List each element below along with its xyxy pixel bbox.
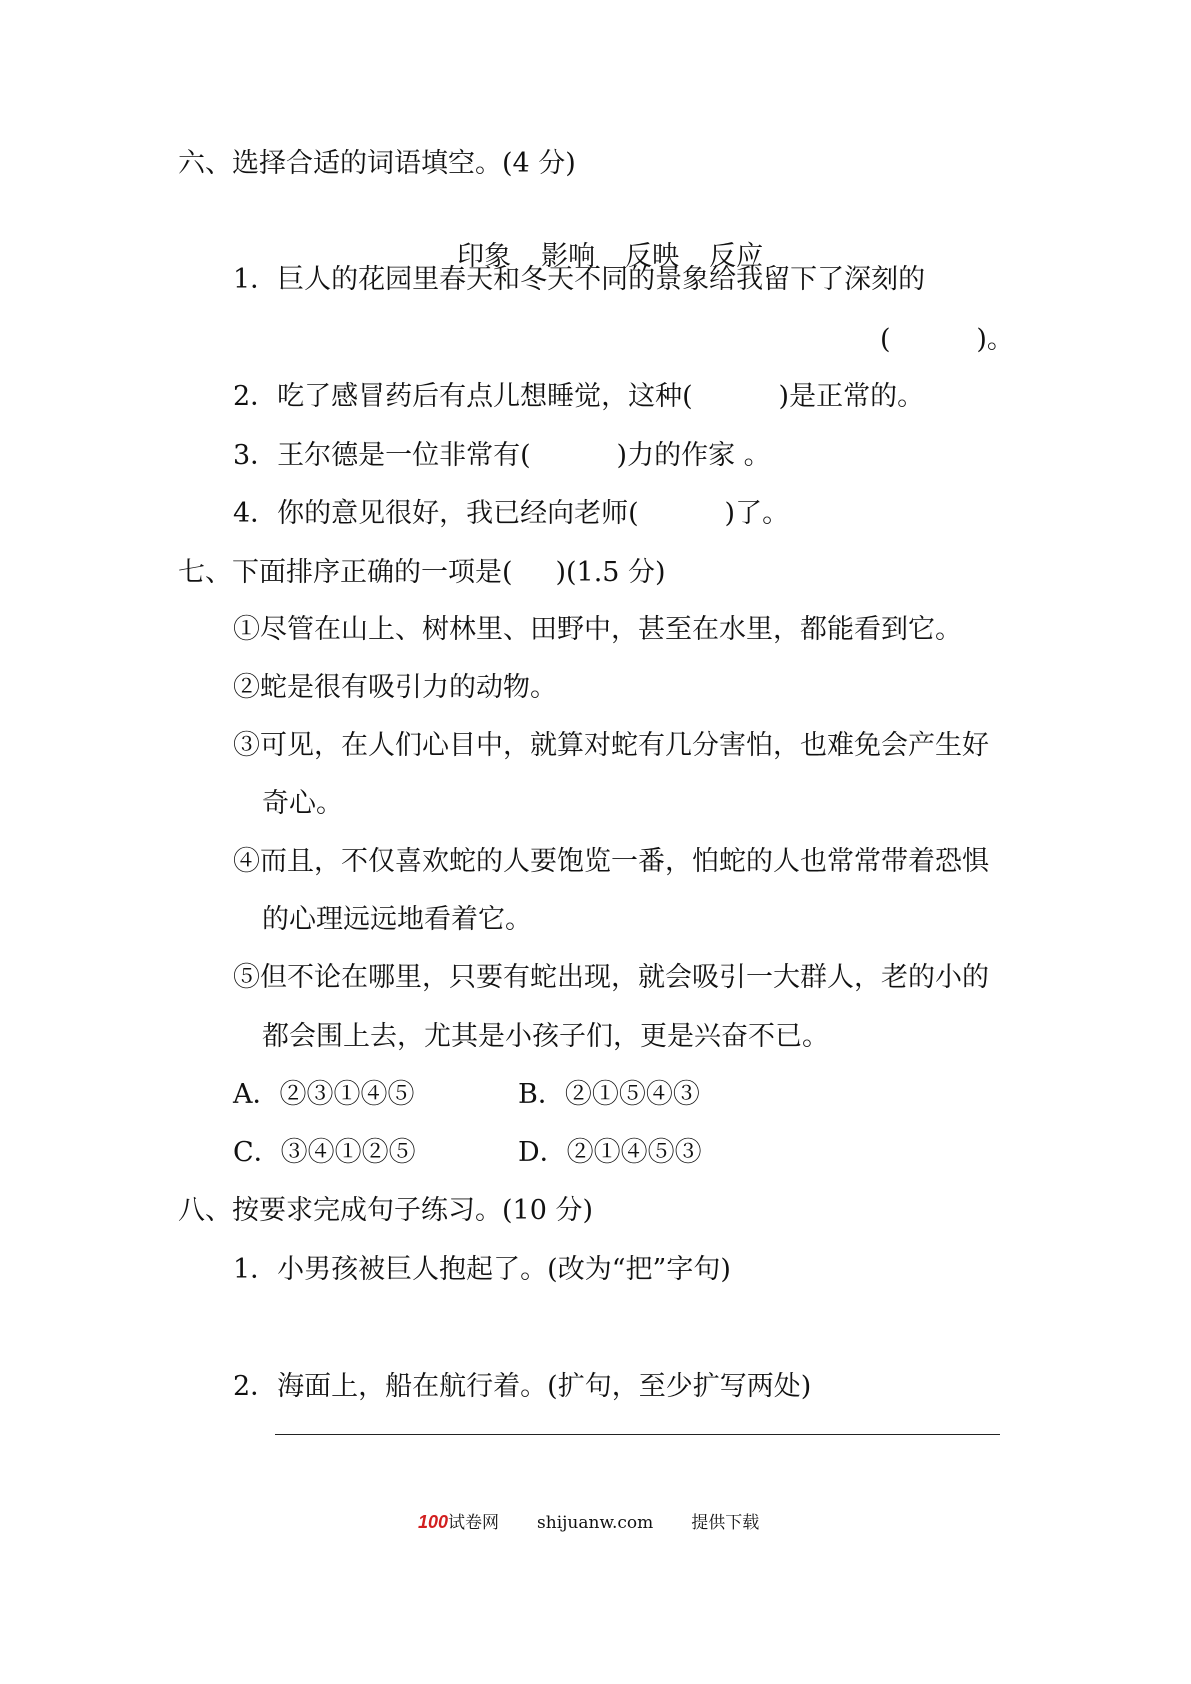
sentence-3-line-1: ③可见，在人们心目中，就算对蛇有几分害怕，也难免会产生好	[233, 730, 989, 761]
sentence-4-line-1: ④而且，不仅喜欢蛇的人要饱览一番，怕蛇的人也常常带着恐惧	[233, 846, 989, 877]
sentence-2: ②蛇是很有吸引力的动物。	[233, 672, 557, 703]
footer-logo: 100	[418, 1512, 449, 1532]
question-6-4: 4．你的意见很好，我已经向老师( )了。	[233, 498, 790, 529]
sentence-4-line-2: 的心理远远地看着它。	[262, 904, 532, 935]
sentence-1: ①尽管在山上、树林里、田野中，甚至在水里，都能看到它。	[233, 614, 962, 645]
footer-brand: 试卷网	[448, 1513, 500, 1533]
sentence-5-line-2: 都会围上去，尤其是小孩子们，更是兴奋不已。	[262, 1021, 829, 1052]
answer-line	[275, 1434, 1000, 1435]
footer	[418, 1510, 759, 1535]
footer-provide: 提供下载	[691, 1513, 760, 1533]
question-6-3: 3．王尔德是一位非常有( )力的作家 。	[233, 440, 771, 471]
option-d: D．②①④⑤③	[518, 1137, 702, 1168]
word-option-4: 反应	[709, 241, 764, 272]
word-option-3: 反映	[625, 241, 680, 272]
footer-site: shijuanw.com	[537, 1513, 654, 1533]
option-b: B．②①⑤④③	[518, 1079, 700, 1110]
option-a: A．②③①④⑤	[233, 1079, 415, 1110]
section-8-title: 八、按要求完成句子练习。(10 分)	[178, 1195, 594, 1226]
question-6-1: 1．巨人的花园里春天和冬天不同的景象给我留下了深刻的	[233, 264, 926, 295]
sentence-3-line-2: 奇心。	[262, 788, 343, 819]
question-6-2: 2．吃了感冒药后有点儿想睡觉，这种( )是正常的。	[233, 381, 925, 412]
question-8-2: 2．海面上，船在航行着。(扩句，至少扩写两处)	[233, 1371, 812, 1402]
question-8-1: 1．小男孩被巨人抱起了。(改为“把”字句)	[233, 1254, 731, 1285]
word-option-1: 印象	[457, 241, 512, 272]
question-6-1-blank: ( )。	[880, 324, 1014, 355]
section-6-title: 六、选择合适的词语填空。(4 分)	[178, 148, 576, 179]
option-c: C．③④①②⑤	[233, 1137, 416, 1168]
sentence-5-line-1: ⑤但不论在哪里，只要有蛇出现，就会吸引一大群人，老的小的	[233, 962, 989, 993]
section-7-title: 七、下面排序正确的一项是( )(1.5 分)	[178, 557, 666, 588]
word-option-2: 影响	[541, 241, 596, 272]
